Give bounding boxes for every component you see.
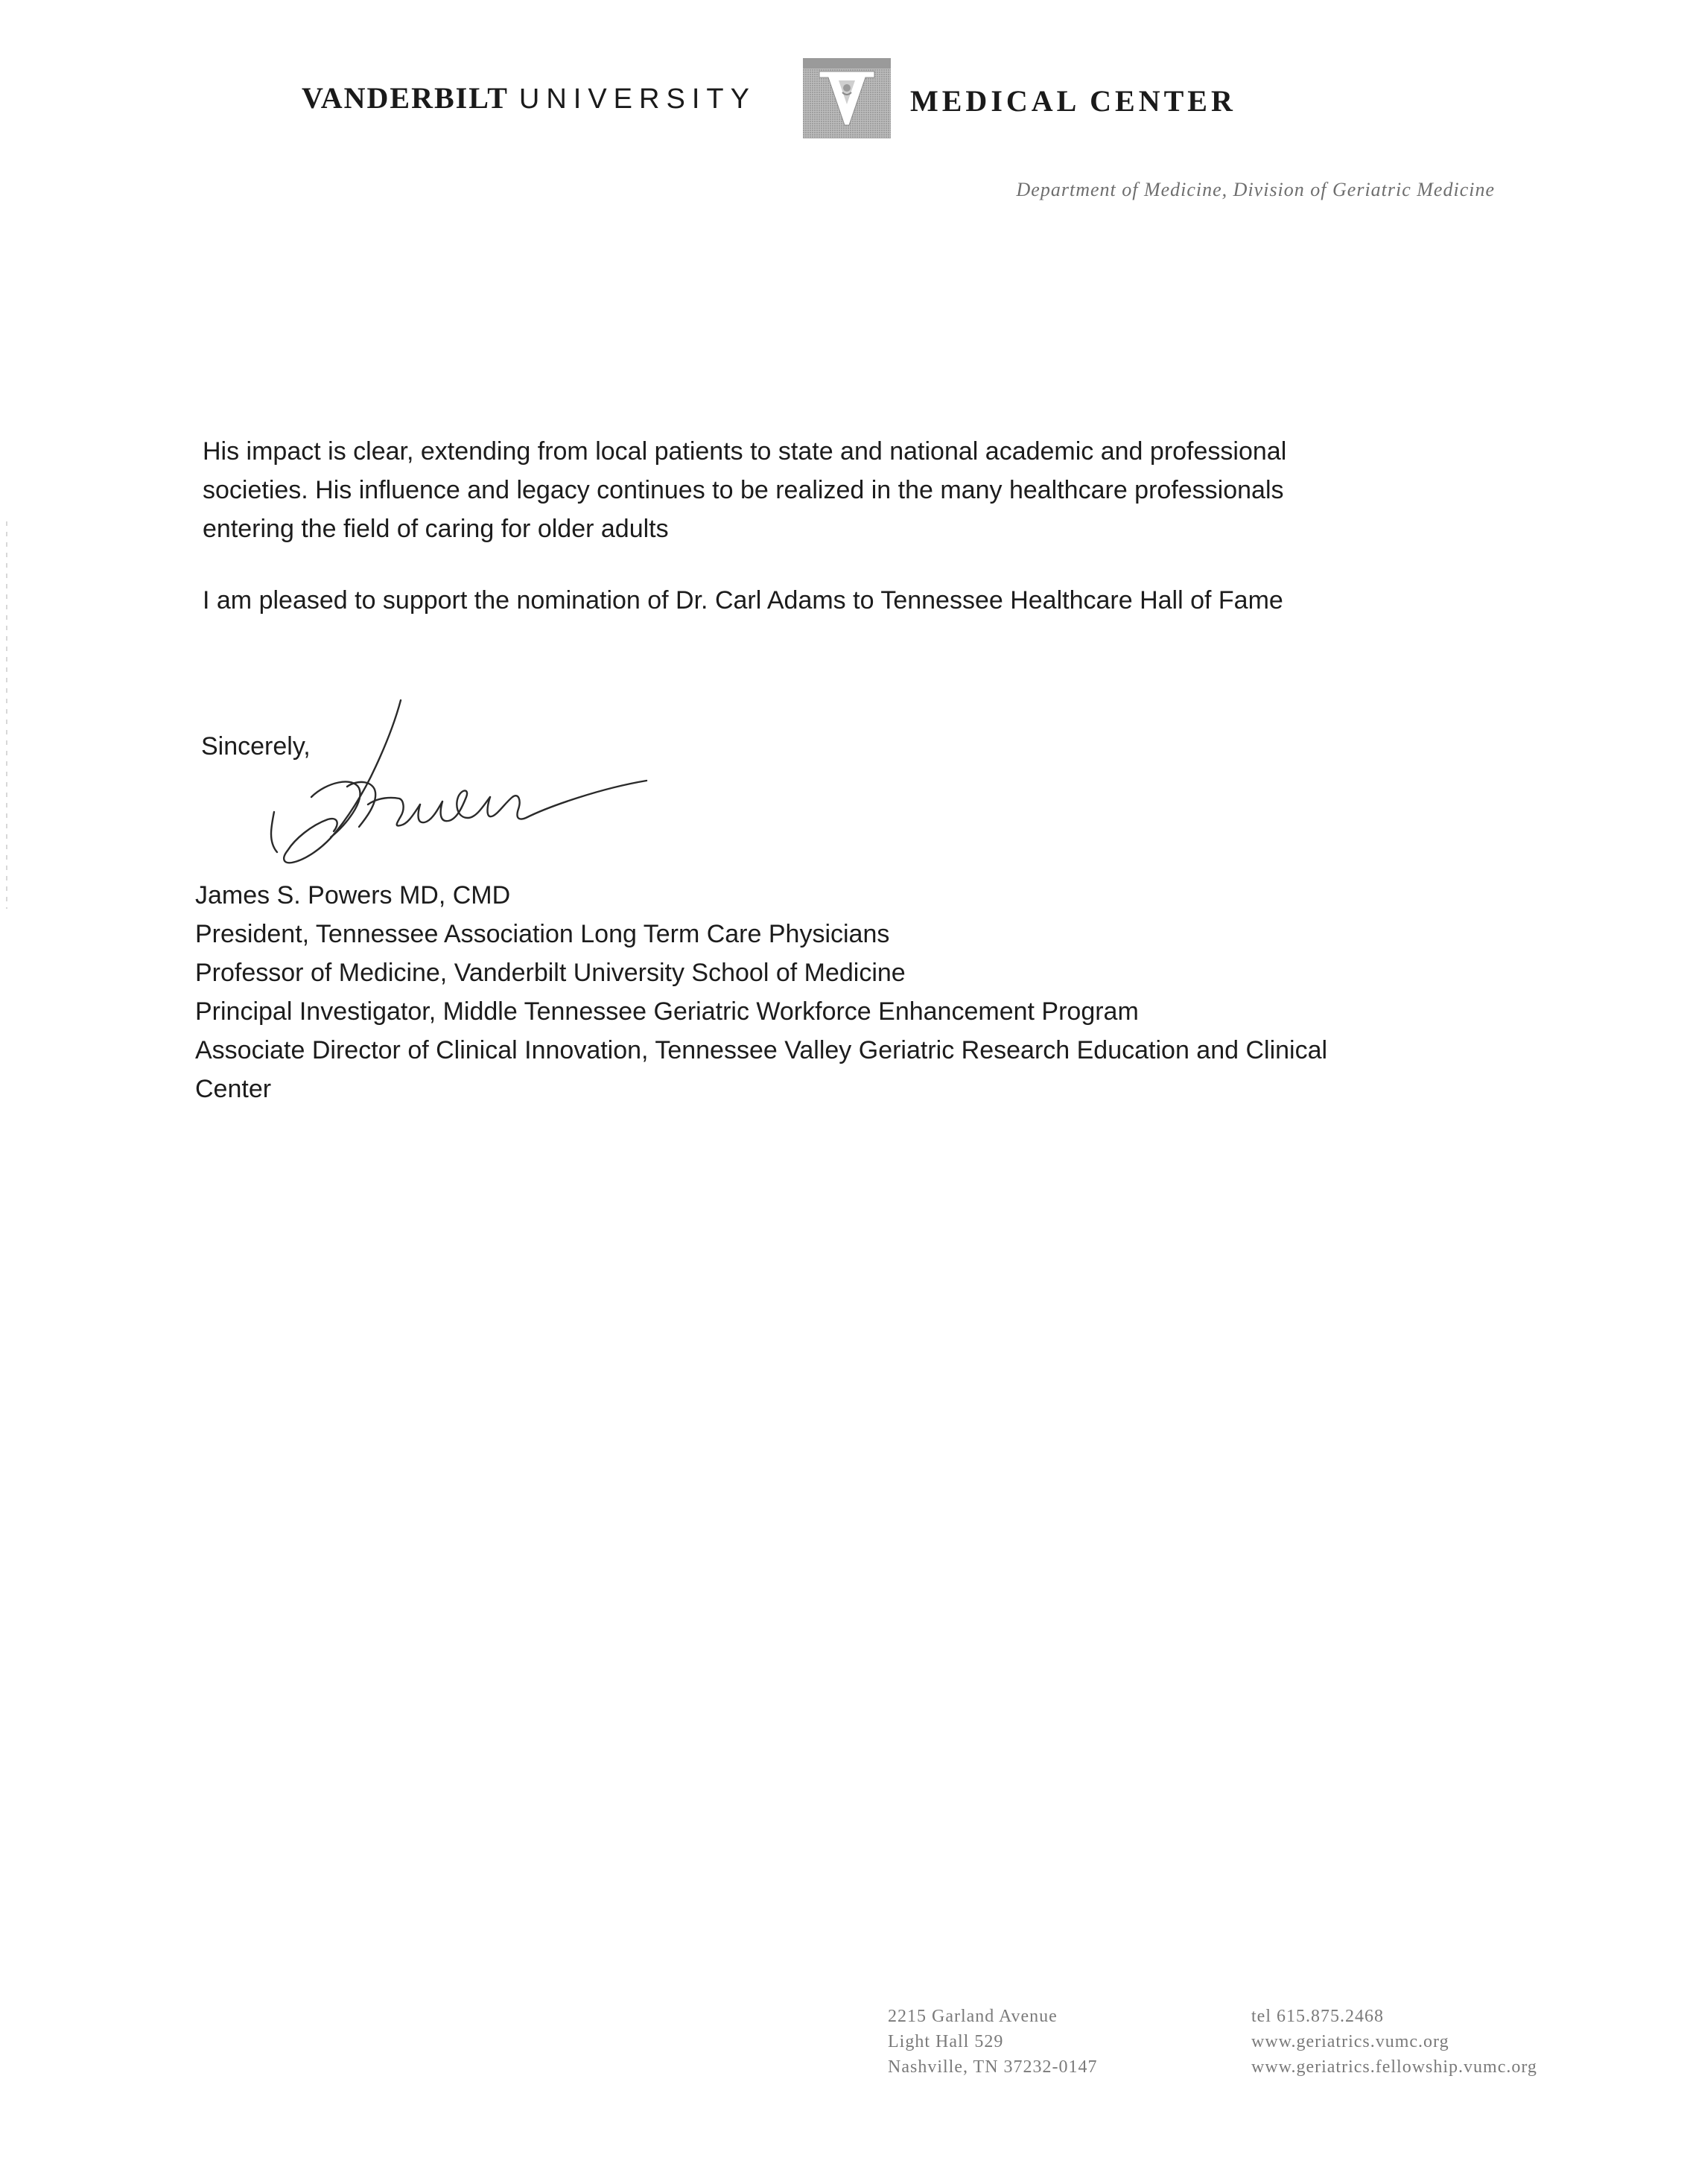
signer-title: Principal Investigator, Middle Tennessee Geriatric Workforce Enhancement Program bbox=[195, 997, 1139, 1026]
address-line: Nashville, TN 37232-0147 bbox=[888, 2057, 1098, 2077]
address-line: 2215 Garland Avenue bbox=[888, 2007, 1058, 2026]
letterhead bbox=[0, 0, 1687, 209]
signer-title: President, Tennessee Association Long Term Care Physicians bbox=[195, 920, 890, 948]
body-paragraph-1 bbox=[203, 432, 1409, 548]
signer-title: Center bbox=[195, 1075, 272, 1103]
body-line: His impact is clear, extending from local patients to state and national academic and professional bbox=[203, 437, 1287, 466]
body-line: I am pleased to support the nomination of Dr. Carl Adams to Tennessee Healthcare Hall of Fame bbox=[203, 586, 1283, 615]
vanderbilt-v-shield-icon bbox=[803, 58, 891, 139]
body-line: societies. His influence and legacy continues to be realized in the many healthcare professionals bbox=[203, 476, 1284, 504]
signer-title: Professor of Medicine, Vanderbilt University School of Medicine bbox=[195, 959, 906, 987]
signer-title: Associate Director of Clinical Innovation, Tennessee Valley Geriatric Research Education and Clinical bbox=[195, 1036, 1328, 1064]
university-wordmark bbox=[302, 80, 756, 115]
medical-center-name: MEDICAL CENTER bbox=[910, 84, 1236, 118]
scan-edge-mark bbox=[6, 521, 7, 909]
address-line: Light Hall 529 bbox=[888, 2032, 1004, 2051]
university-word: UNIVERSITY bbox=[518, 83, 756, 115]
fellowship-website-link[interactable]: www.geriatrics.fellowship.vumc.org bbox=[1251, 2057, 1537, 2077]
university-name: VANDERBILT bbox=[302, 81, 509, 115]
body-line: entering the field of caring for older adults bbox=[203, 515, 669, 543]
body-paragraph-2 bbox=[203, 581, 1469, 620]
website-link[interactable]: www.geriatrics.vumc.org bbox=[1251, 2032, 1449, 2051]
signer-block bbox=[195, 876, 1506, 1108]
footer-contact bbox=[1251, 2004, 1537, 2080]
handwritten-signature bbox=[200, 693, 676, 879]
signer-name: James S. Powers MD, CMD bbox=[195, 881, 511, 910]
footer-address bbox=[888, 2004, 1098, 2080]
department-line: Department of Medicine, Division of Geriatric Medicine bbox=[1016, 179, 1495, 200]
phone-line: tel 615.875.2468 bbox=[1251, 2007, 1384, 2026]
closing-text: Sincerely, bbox=[201, 732, 311, 761]
